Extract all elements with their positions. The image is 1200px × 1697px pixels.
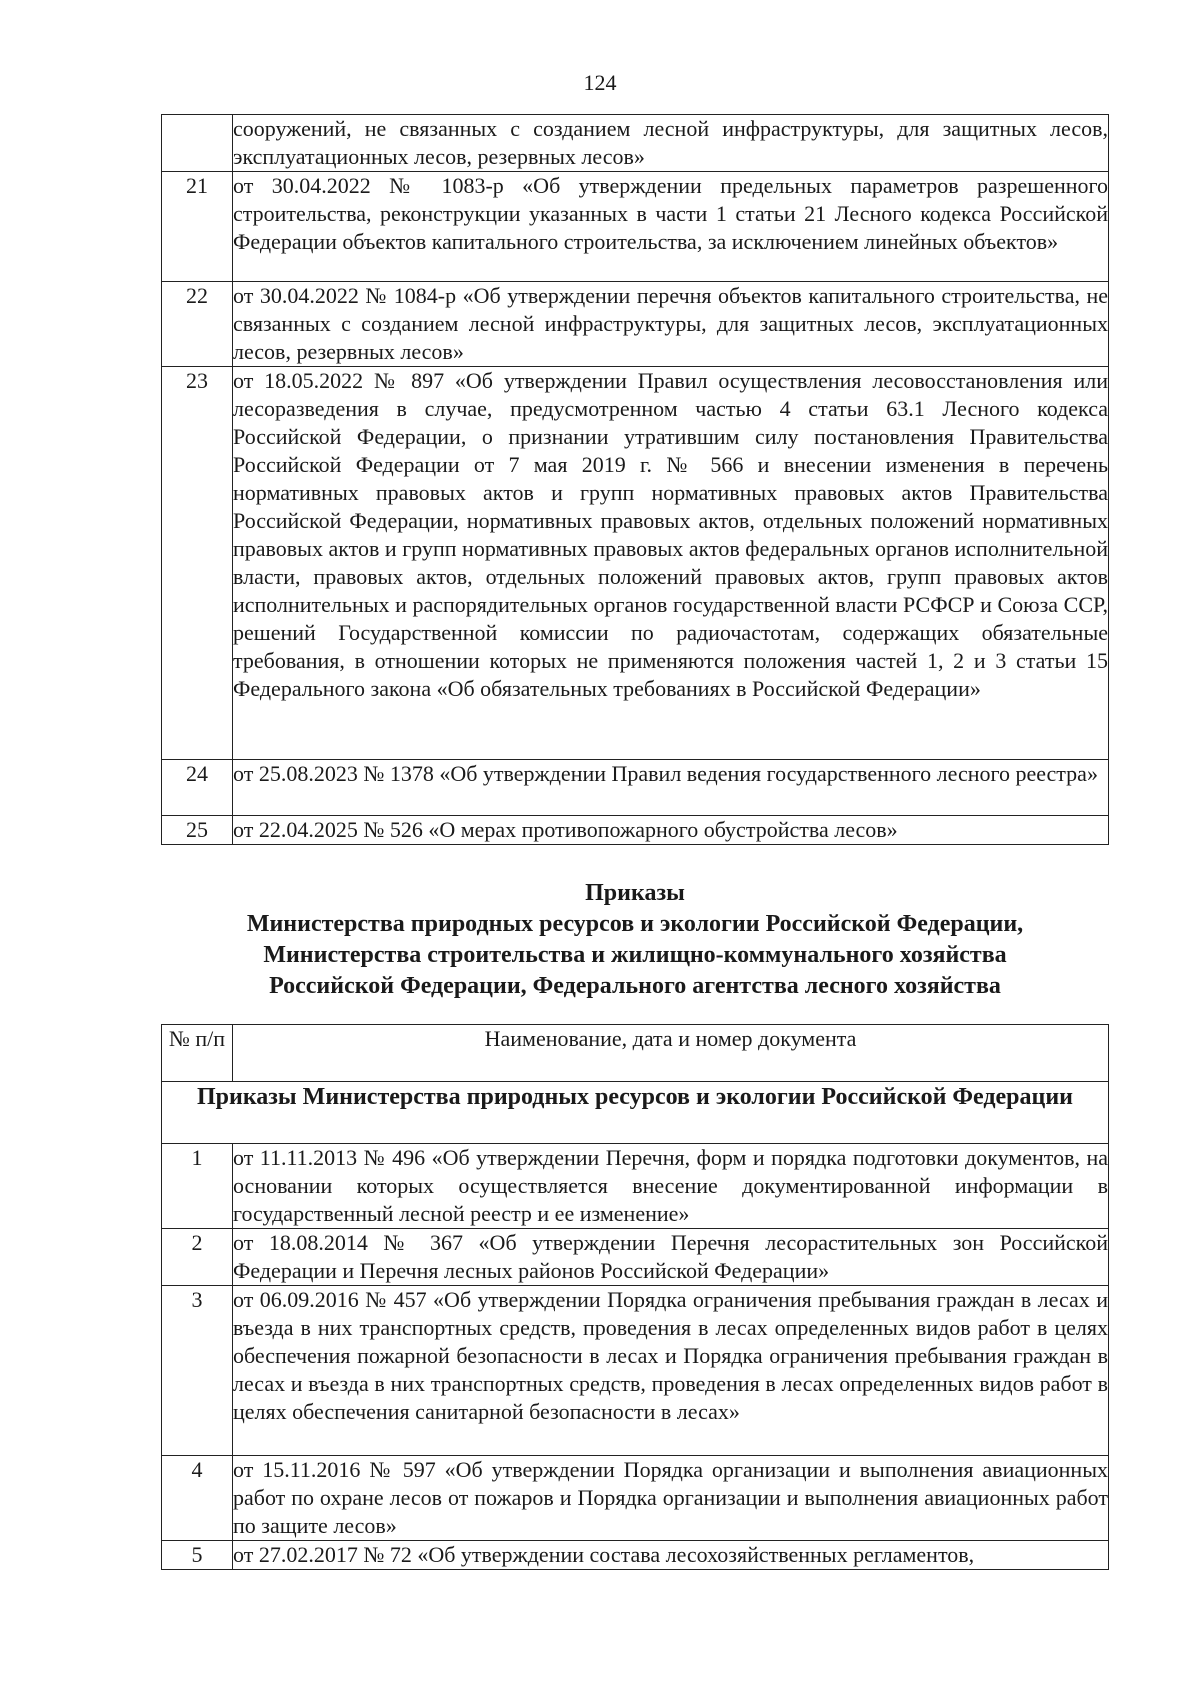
row-number: 24 (162, 760, 233, 816)
row-number: 21 (162, 172, 233, 282)
table-row (162, 1286, 1109, 1456)
table-row (162, 367, 1109, 760)
row-number: 23 (162, 367, 233, 760)
section-heading-line: Министерства природных ресурсов и экологии Российской Федерации, (246, 911, 1024, 937)
table-row (162, 282, 1109, 367)
legal-acts-table-continued (161, 114, 1109, 845)
table-header-row (162, 1025, 1109, 1082)
column-header-number: № п/п (162, 1025, 233, 1082)
section-heading-line: Российской Федерации, Федерального агентства лесного хозяйства (269, 973, 1001, 999)
table-row (162, 172, 1109, 282)
row-text: от 18.08.2014 № 367 «Об утверждении Перечня лесорастительных зон Российской Федерации и Перечня лесных районов Российской Федерации» (233, 1229, 1109, 1286)
row-text: от 25.08.2023 № 1378 «Об утверждении Правил ведения государственного лесного реестра» (233, 760, 1109, 816)
row-text: сооружений, не связанных с созданием лесной инфраструктуры, для защитных лесов, эксплуатационных лесов, резервных лесов» (233, 115, 1109, 172)
table-row (162, 1456, 1109, 1541)
row-text: от 22.04.2025 № 526 «О мерах противопожарного обустройства лесов» (233, 816, 1109, 845)
page-number: 124 (583, 70, 617, 95)
table-row (162, 1541, 1109, 1570)
section-heading-line: Министерства строительства и жилищно-коммунального хозяйства (263, 942, 1007, 968)
row-text: от 11.11.2013 № 496 «Об утверждении Перечня, форм и порядка подготовки документов, на основании которых осуществляется внесение документированной информации в государственный лесной реестр и ее изменение» (233, 1144, 1109, 1229)
section-heading (161, 878, 1109, 1002)
row-number: 25 (162, 816, 233, 845)
row-text: от 06.09.2016 № 457 «Об утверждении Порядка ограничения пребывания граждан в лесах и въезда в них транспортных средств, проведения в лесах определенных видов работ в целях обеспечения пожарной безопасности в лесах и Порядка ограничения пребывания граждан в лесах и въезда в них транспортных средств, проведения в лесах определенных видов работ в целях обеспечения санитарной безопасности в лесах» (233, 1286, 1109, 1456)
orders-table (161, 1024, 1109, 1570)
row-text: от 15.11.2016 № 597 «Об утверждении Порядка организации и выполнения авиационных работ по охране лесов от пожаров и Порядка организации и выполнения авиационных работ по защите лесов» (233, 1456, 1109, 1541)
row-number: 5 (162, 1541, 233, 1570)
table-row (162, 1229, 1109, 1286)
section-heading-line: Приказы (585, 880, 685, 906)
row-number: 3 (162, 1286, 233, 1456)
row-number: 4 (162, 1456, 233, 1541)
row-text: от 27.02.2017 № 72 «Об утверждении состава лесохозяйственных регламентов, (233, 1541, 1109, 1570)
row-number (162, 115, 233, 172)
row-number: 2 (162, 1229, 233, 1286)
row-text: от 30.04.2022 № 1084-р «Об утверждении перечня объектов капитального строительства, не связанных с созданием лесной инфраструктуры, для защитных лесов, эксплуатационных лесов, резервных лесов» (233, 282, 1109, 367)
table-row (162, 760, 1109, 816)
row-text: от 18.05.2022 № 897 «Об утверждении Правил осуществления лесовосстановления или лесоразведения в случае, предусмотренном частью 4 статьи 63.1 Лесного кодекса Российской Федерации, о признании утратившим силу постановления Правительства Российской Федерации от 7 мая 2019 г. № 566 и внесении изменения в перечень нормативных правовых актов и групп нормативных правовых актов Правительства Российской Федерации, нормативных правовых актов, отдельных положений нормативных правовых актов и групп нормативных правовых актов федеральных органов исполнительной власти, правовых актов, отдельных положений правовых актов, групп правовых актов исполнительных и распорядительных органов государственной власти РСФСР и Союза ССР, решений Государственной комиссии по радиочастотам, содержащих обязательные требования, в отношении которых не применяются положения частей 1, 2 и 3 статьи 15 Федерального закона «Об обязательных требованиях в Российской Федерации» (233, 367, 1109, 760)
row-number: 1 (162, 1144, 233, 1229)
table-row (162, 816, 1109, 845)
table-subheading: Приказы Министерства природных ресурсов и экологии Российской Федерации (162, 1082, 1109, 1144)
column-header-title: Наименование, дата и номер документа (233, 1025, 1109, 1082)
table-subheading-row (162, 1082, 1109, 1144)
row-number: 22 (162, 282, 233, 367)
table-row (162, 115, 1109, 172)
table-row (162, 1144, 1109, 1229)
row-text: от 30.04.2022 № 1083-р «Об утверждении предельных параметров разрешенного строительства, реконструкции указанных в части 1 статьи 21 Лесного кодекса Российской Федерации объектов капитального строительства, за исключением линейных объектов» (233, 172, 1109, 282)
